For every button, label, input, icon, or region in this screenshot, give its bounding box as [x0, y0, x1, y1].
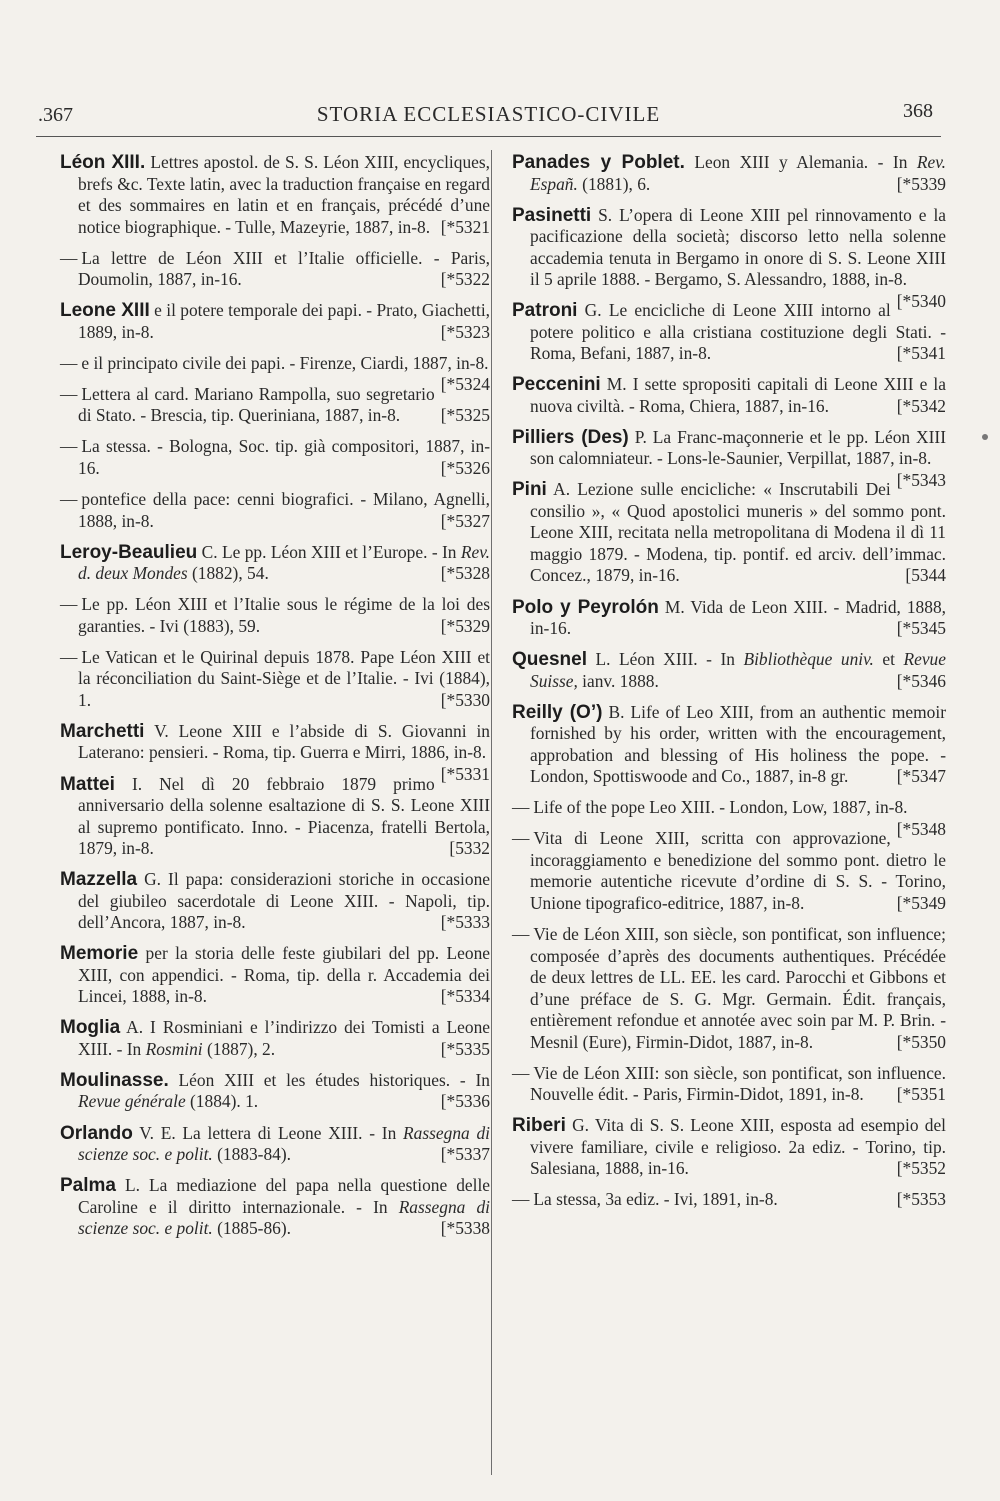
bibliography-entry — [512, 479, 946, 587]
bibliography-entry — [60, 300, 490, 343]
catalog-number: [*5351 — [896, 1084, 946, 1105]
entry-text: V. Leone XIII e l’abside di S. Giovanni in Laterano: pensieri. - Roma, tip. Guerra e Mirri, 1886, in-8. — [78, 720, 490, 763]
entry-text: Lettera al card. Mariano Rampolla, suo segretario di Stato. - Brescia, tip. Queriniana, 1887, in-8. — [78, 383, 435, 426]
entry-text: A. I Rosminiani e l’indirizzo dei Tomisti a Leone XIII. - In — [78, 1017, 490, 1059]
catalog-number: [*5331 — [440, 763, 490, 784]
ditto-dash: — — [512, 797, 530, 818]
entry-heading: Orlando — [60, 1122, 133, 1144]
ditto-dash: — — [512, 1189, 530, 1210]
bibliography-entry — [60, 774, 490, 860]
entry-text: (1881), 6. — [577, 173, 651, 194]
entry-heading: Mazzella — [60, 869, 138, 891]
catalog-number: [*5346 — [896, 670, 946, 691]
bibliography-entry — [60, 542, 490, 585]
ditto-dash: — — [60, 247, 78, 268]
entry-text: ianv. 1888. — [577, 670, 659, 691]
catalog-number: [*5338 — [440, 1218, 490, 1239]
bibliography-entry — [60, 152, 490, 238]
catalog-number: [*5325 — [440, 405, 490, 426]
ditto-dash: — — [60, 594, 78, 615]
bibliography-entry — [512, 828, 946, 914]
bibliography-entry — [60, 352, 490, 395]
entry-heading: Riberi — [512, 1115, 566, 1137]
entry-text: (1884). 1. — [185, 1091, 259, 1112]
catalog-number: [*5329 — [440, 615, 490, 636]
page-number-right: 368 — [903, 100, 933, 122]
ditto-dash: — — [60, 436, 78, 457]
bibliography-entry — [60, 1175, 490, 1240]
entry-heading: Reilly (O’) — [512, 701, 603, 723]
entry-text: La stessa. - Bologna, Soc. tip. già compositori, 1887, in-16. — [78, 436, 490, 478]
bibliography-entry — [60, 248, 490, 291]
entry-heading: Memorie — [60, 943, 139, 965]
bibliography-entry — [60, 943, 490, 1008]
entry-heading: Quesnel — [512, 649, 587, 671]
entry-text: per la storia delle feste giubilari del pp. Leone XIII, con appendici. - Roma, tip. della r. Accademia dei Lincei, 1888, in-8. — [78, 943, 490, 1007]
left-column — [60, 152, 490, 1249]
catalog-number: [*5322 — [440, 269, 490, 290]
entry-text: (1883-84). — [212, 1144, 291, 1164]
bibliography-entry — [512, 1115, 946, 1180]
entry-text: Léon XIII et les études historiques. - In — [168, 1069, 490, 1090]
catalog-number: [*5341 — [896, 343, 946, 364]
catalog-number: [*5342 — [896, 395, 946, 416]
catalog-number: [*5328 — [440, 563, 490, 584]
periodical-title: Rassegna di scienze soc. e polit. — [78, 1122, 490, 1164]
entry-heading: Pilliers (Des) — [512, 426, 629, 448]
column-divider — [491, 150, 492, 1475]
ink-spot — [982, 434, 988, 440]
entry-heading: Mattei — [60, 773, 115, 795]
entry-heading: Panades y Poblet. — [512, 152, 685, 173]
entry-text: V. E. La lettera di Leone XIII. - In — [132, 1122, 404, 1143]
right-column — [512, 152, 946, 1220]
entry-text: Le pp. Léon XIII et l’Italie sous le régime de la loi des garanties. - Ivi (1883), 59. — [78, 594, 490, 636]
ditto-dash: — — [60, 352, 78, 373]
catalog-number: [*5352 — [896, 1158, 946, 1179]
entry-text: (1887), 2. — [202, 1038, 276, 1059]
entry-heading: Pini — [512, 479, 547, 501]
ditto-dash: — — [60, 489, 78, 510]
catalog-number: [*5323 — [440, 321, 490, 342]
entry-heading: Pasinetti — [512, 204, 592, 226]
entry-text: Leon XIII y Alemania. - In — [684, 152, 917, 172]
periodical-title: Revue générale — [78, 1091, 186, 1112]
catalog-number: [*5335 — [440, 1038, 490, 1059]
catalog-number: [*5345 — [896, 618, 946, 639]
bibliography-entry — [512, 1063, 946, 1106]
catalog-number: [*5343 — [896, 469, 946, 490]
catalog-number: [*5349 — [896, 892, 946, 913]
entry-text: Le Vatican et le Quirinal depuis 1878. Pape Léon XIII et la réconciliation du Saint-Siège et de l’Italie. - Ivi (1884), 1. — [78, 646, 490, 710]
bibliography-entry — [60, 869, 490, 934]
entry-text: e il potere temporale dei papi. - Prato, Giachetti, 1889, in-8. — [78, 300, 490, 342]
catalog-number: [*5353 — [896, 1189, 946, 1210]
entry-heading: Moglia — [60, 1017, 121, 1039]
entry-text: A. Lezione sulle encicliche: « Inscrutabili Dei consilio », « Quod apostolici muneris » del sommo pont. Leone XIII, recitata nella metropolitana di Modena il dì 11 maggio 1879. - Modena, tip. pontif. ed arciv. dell’immac. Concez., 1879, in-16. — [530, 479, 946, 586]
catalog-number: [5344 — [905, 565, 946, 586]
entry-text: pontefice della pace: cenni biografici. - Milano, Agnelli, 1888, in-8. — [78, 489, 490, 531]
page-number-left: .367 — [38, 104, 73, 126]
ditto-dash: — — [512, 828, 530, 849]
bibliography-entry — [60, 436, 490, 479]
periodical-title: Revue Suisse, — [530, 649, 946, 691]
entry-heading: Moulinasse. — [60, 1069, 169, 1091]
entry-text: L. La mediazione del papa nella questione delle Caroline e il diritto internazionale. - In — [78, 1175, 490, 1217]
entry-heading: Peccenini — [512, 374, 601, 396]
entry-text: G. Il papa: considerazioni storiche in occasione del giubileo sacerdotale di Leone XIII. - Napoli, tip. dell’Ancora, 1887, in-8. — [78, 869, 490, 933]
bibliography-entry — [60, 1017, 490, 1060]
running-title: STORIA ECCLESIASTICO-CIVILE — [316, 102, 661, 126]
catalog-number: [*5347 — [896, 766, 946, 787]
bibliography-entry — [512, 597, 946, 640]
catalog-number: [*5336 — [440, 1091, 490, 1112]
catalog-number: [*5321 — [440, 216, 490, 237]
bibliography-entry — [512, 1189, 946, 1211]
ditto-dash: — — [60, 383, 78, 404]
bibliography-entry — [60, 594, 490, 637]
ditto-dash: — — [60, 646, 78, 667]
bibliography-entry — [512, 300, 946, 365]
bibliography-entry — [60, 384, 490, 427]
entry-text: (1885-86). — [212, 1218, 291, 1239]
entry-text: Life of the pope Leo XIII. - London, Low, 1887, in-8. — [533, 797, 908, 818]
catalog-number: [*5350 — [896, 1031, 946, 1052]
entry-text: et — [873, 649, 904, 670]
bibliography-entry — [512, 152, 946, 195]
entry-text: Vita di Leone XIII, scritta con approvazione, incoraggiamento e benedizione del sommo pont. dietro le memorie autentiche ricevute d’ordine di S. S. - Torino, Unione tipografico-editrice, 1887, in-8. — [530, 828, 946, 913]
periodical-title: Rassegna di scienze soc. e polit. — [78, 1196, 490, 1239]
entry-text: G. Vita di S. S. Leone XIII, esposta ad esempio del vivere familiare, civile e religioso. 2a ediz. - Torino, tip. Salesiana, 1888, in-16. — [530, 1115, 946, 1179]
catalog-number: [*5340 — [896, 290, 946, 311]
entry-text: S. L’opera di Leone XIII pel rinnovamento e la pacificazione della società; discorso letto nella solenne accademia tenuta in Bergamo in onore di S. S. Leone XIII il 5 aprile 1888. - Bergamo, S. Alessandro, 1888, in-8. — [530, 204, 946, 290]
entry-text: I. Nel dì 20 febbraio 1879 primo anniversario della solenne esaltazione di S. S. Leone XIII al supremo pontificato. Inno. - Piacenza, fratelli Bertola, 1879, in-8. — [78, 773, 490, 859]
entry-text: M. Vida de Leon XIII. - Madrid, 1888, in-16. — [530, 596, 946, 639]
periodical-title: Rev. d. deux Mondes — [78, 541, 490, 584]
catalog-number: [*5327 — [440, 510, 490, 531]
entry-text: G. Le encicliche di Leone XIII intorno al potere politico e alla cristiana costituzione degli Stati. - Roma, Befani, 1887, in-8. — [530, 300, 946, 364]
bibliography-entry — [512, 649, 946, 692]
entry-text: e il principato civile dei papi. - Firenze, Ciardi, 1887, in-8. — [81, 352, 489, 373]
catalog-number: [*5334 — [440, 986, 490, 1007]
catalog-number: [*5339 — [896, 173, 946, 194]
bibliography-entry — [512, 924, 946, 1053]
catalog-number: [*5330 — [440, 689, 490, 710]
entry-text: La stessa, 3a ediz. - Ivi, 1891, in-8. — [533, 1189, 778, 1210]
ditto-dash: — — [512, 1062, 530, 1083]
entry-text: B. Life of Leo XIII, from an authentic memoir fornished by his order, written with the encouragement, approbation and blessing of His holiness the pope. - London, Spottiswoode and Co., 1887, in-8 gr. — [530, 701, 946, 787]
entry-heading: Palma — [60, 1175, 116, 1197]
entry-heading: Leroy-Beaulieu — [60, 541, 198, 563]
catalog-number: [*5337 — [440, 1144, 490, 1164]
periodical-title: Rosmini — [145, 1038, 203, 1059]
bibliography-entry — [512, 702, 946, 788]
entry-text: L. Léon XIII. - In — [586, 649, 744, 670]
bibliography-entry — [60, 647, 490, 712]
bibliography-entry — [60, 1070, 490, 1113]
entry-text: C. Le pp. Léon XIII et l’Europe. - In — [197, 541, 461, 562]
entry-heading: Polo y Peyrolón — [512, 596, 659, 618]
entry-heading: Leone XIII — [60, 300, 150, 322]
entry-heading: Marchetti — [60, 720, 145, 742]
entry-heading: Patroni — [512, 300, 578, 322]
entry-text: Vie de Léon XIII, son siècle, son pontificat, son influence; composée d’après des documents authentiques. Précédée de deux lettres de LL. EE. les card. Parocchi et Gibbons et d’une préface de S. G. Mgr. Germain. Édit. français, entièrement refondue et annotée avec soin par M. P. Brin. - Mesnil (Eure), Firmin-Didot, 1887, in-8. — [530, 924, 946, 1052]
running-header — [36, 96, 941, 137]
bibliography-entry — [60, 489, 490, 532]
catalog-number: [5332 — [449, 838, 490, 859]
entry-text: M. I sette spropositi capitali di Leone XIII e la nuova civiltà. - Roma, Chiera, 1887, in-16. — [530, 374, 946, 416]
periodical-title: Rev. Españ. — [530, 152, 946, 194]
catalog-number: [*5324 — [440, 374, 490, 395]
catalog-number: [*5348 — [896, 818, 946, 839]
ditto-dash: — — [512, 924, 530, 945]
bibliography-entry — [512, 797, 946, 839]
entry-text: Vie de Léon XIII: son siècle, son pontificat, son influence. Nouvelle édit. - Paris, Firmin-Didot, 1891, in-8. — [530, 1062, 946, 1105]
catalog-number: [*5326 — [440, 457, 490, 478]
bibliography-entry — [512, 374, 946, 417]
entry-text: (1882), 54. — [187, 563, 269, 584]
entry-heading: Léon XIII. — [60, 152, 146, 173]
entry-text: Lettres apostol. de S. S. Léon XIII, encycliques, brefs &c. Texte latin, avec la traduction française en regard et des sommaires en latin et en français, précédé d’une notice biographique. - Tulle, Mazeyrie, 1887, in-8. — [78, 152, 490, 237]
catalog-number: [*5333 — [440, 912, 490, 933]
bibliography-entry — [60, 1123, 490, 1166]
entry-text: P. La Franc-maçonnerie et le pp. Léon XIII son calomniateur. - Lons-le-Saunier, Verpillat, 1887, in-8. — [530, 426, 946, 469]
entry-text: La lettre de Léon XIII et l’Italie officielle. - Paris, Doumolin, 1887, in-16. — [78, 247, 490, 290]
periodical-title: Bibliothèque univ. — [743, 649, 874, 670]
